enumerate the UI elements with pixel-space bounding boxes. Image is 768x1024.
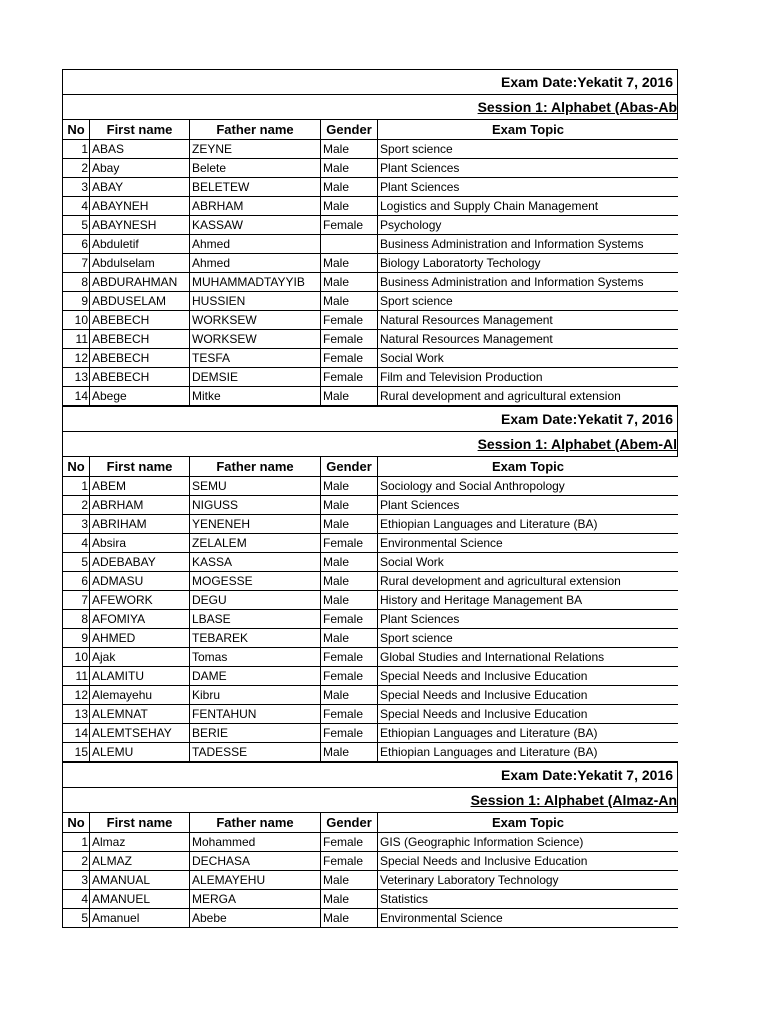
col-header-father-name: Father name [190,457,321,477]
cell-gender: Male [321,890,378,909]
cell-exam-topic: Plant Sciences [378,159,679,178]
table-row [63,686,679,705]
exam-date: Exam Date:Yekatit 7, 2016 [501,411,673,427]
cell-gender: Male [321,273,378,292]
cell-father-name: Belete [190,159,321,178]
table-row [63,311,679,330]
cell-exam-topic: Sport science [378,140,679,159]
table-row [63,591,679,610]
cell-no: 3 [63,515,90,534]
table-row [63,197,679,216]
cell-first-name: Amanuel [90,909,190,928]
cell-gender: Female [321,724,378,743]
session-row [62,94,678,119]
cell-father-name: NIGUSS [190,496,321,515]
table-row [63,159,679,178]
col-header-gender: Gender [321,813,378,833]
session-title: Session 1: Alphabet (Almaz-An [470,792,677,808]
cell-exam-topic: Ethiopian Languages and Literature (BA) [378,743,679,762]
cell-father-name: WORKSEW [190,311,321,330]
cell-no: 11 [63,667,90,686]
cell-gender: Male [321,686,378,705]
cell-father-name: MOGESSE [190,572,321,591]
table-row [63,724,679,743]
cell-first-name: ABEM [90,477,190,496]
cell-gender: Female [321,349,378,368]
table-row [63,140,679,159]
col-header-first-name: First name [90,457,190,477]
cell-first-name: Abay [90,159,190,178]
cell-exam-topic: Ethiopian Languages and Literature (BA) [378,515,679,534]
cell-exam-topic: Rural development and agricultural extension [378,572,679,591]
cell-no: 6 [63,235,90,254]
cell-no: 10 [63,648,90,667]
table-row [63,292,679,311]
cell-father-name: SEMU [190,477,321,496]
cell-first-name: ABEBECH [90,330,190,349]
cell-exam-topic: Natural Resources Management [378,330,679,349]
cell-exam-topic: Logistics and Supply Chain Management [378,197,679,216]
cell-gender: Female [321,833,378,852]
table-row [63,330,679,349]
cell-first-name: AHMED [90,629,190,648]
cell-gender: Male [321,197,378,216]
table-row [63,178,679,197]
cell-exam-topic: Psychology [378,216,679,235]
exam-date-row [62,69,678,94]
cell-father-name: ZEYNE [190,140,321,159]
cell-no: 6 [63,572,90,591]
cell-no: 1 [63,833,90,852]
table-row [63,629,679,648]
table-row [63,648,679,667]
cell-gender: Male [321,178,378,197]
cell-exam-topic: Statistics [378,890,679,909]
cell-first-name: Alemayehu [90,686,190,705]
col-header-no: No [63,457,90,477]
cell-exam-topic: Sport science [378,292,679,311]
cell-no: 14 [63,387,90,406]
cell-father-name: TEBAREK [190,629,321,648]
cell-exam-topic: Environmental Science [378,534,679,553]
cell-no: 8 [63,610,90,629]
exam-date-row [62,406,678,431]
cell-gender: Female [321,852,378,871]
cell-exam-topic: Special Needs and Inclusive Education [378,667,679,686]
cell-father-name: Tomas [190,648,321,667]
cell-father-name: BERIE [190,724,321,743]
cell-no: 4 [63,890,90,909]
cell-no: 5 [63,216,90,235]
table-row [63,254,679,273]
cell-father-name: ALEMAYEHU [190,871,321,890]
session-row [62,431,678,456]
cell-father-name: WORKSEW [190,330,321,349]
table-row [63,368,679,387]
table-row [63,515,679,534]
student-table [62,456,678,762]
cell-first-name: AMANUAL [90,871,190,890]
cell-father-name: HUSSIEN [190,292,321,311]
table-row [63,852,679,871]
cell-gender: Female [321,648,378,667]
cell-exam-topic: Film and Television Production [378,368,679,387]
table-row [63,387,679,406]
cell-gender: Male [321,140,378,159]
cell-no: 5 [63,909,90,928]
cell-exam-topic: Natural Resources Management [378,311,679,330]
cell-no: 7 [63,591,90,610]
cell-first-name: ABDURAHMAN [90,273,190,292]
cell-no: 8 [63,273,90,292]
cell-gender: Female [321,330,378,349]
cell-first-name: ABAY [90,178,190,197]
col-header-first-name: First name [90,813,190,833]
student-table [62,812,678,928]
cell-first-name: Almaz [90,833,190,852]
schedule-section [62,69,678,406]
session-row [62,787,678,812]
cell-first-name: ABRHAM [90,496,190,515]
cell-father-name: KASSA [190,553,321,572]
cell-father-name: MUHAMMADTAYYIB [190,273,321,292]
cell-first-name: AFOMIYA [90,610,190,629]
table-row [63,572,679,591]
table-row [63,833,679,852]
cell-no: 2 [63,852,90,871]
cell-no: 7 [63,254,90,273]
cell-first-name: Ajak [90,648,190,667]
cell-exam-topic: Global Studies and International Relations [378,648,679,667]
cell-gender: Female [321,216,378,235]
cell-exam-topic: Social Work [378,553,679,572]
cell-gender: Female [321,610,378,629]
cell-first-name: ABAYNESH [90,216,190,235]
cell-first-name: Abdulselam [90,254,190,273]
table-row [63,909,679,928]
cell-gender: Male [321,909,378,928]
cell-no: 3 [63,871,90,890]
cell-first-name: ABEBECH [90,368,190,387]
cell-gender: Female [321,705,378,724]
cell-no: 11 [63,330,90,349]
col-header-exam-topic: Exam Topic [378,813,679,833]
cell-no: 3 [63,178,90,197]
student-table [62,119,678,406]
col-header-exam-topic: Exam Topic [378,120,679,140]
table-header-row [63,813,679,833]
table-row [63,496,679,515]
cell-first-name: Abege [90,387,190,406]
cell-exam-topic: Plant Sciences [378,496,679,515]
cell-first-name: ALMAZ [90,852,190,871]
exam-date: Exam Date:Yekatit 7, 2016 [501,74,673,90]
cell-father-name: DECHASA [190,852,321,871]
cell-gender: Male [321,629,378,648]
cell-no: 15 [63,743,90,762]
table-row [63,553,679,572]
table-header-row [63,457,679,477]
session-title: Session 1: Alphabet (Abem-Al [477,436,677,452]
cell-father-name: DAME [190,667,321,686]
cell-father-name: Abebe [190,909,321,928]
exam-date-row [62,762,678,787]
col-header-first-name: First name [90,120,190,140]
cell-first-name: ABEBECH [90,349,190,368]
cell-no: 13 [63,368,90,387]
cell-gender [321,235,378,254]
cell-father-name: DEMSIE [190,368,321,387]
col-header-exam-topic: Exam Topic [378,457,679,477]
cell-gender: Female [321,534,378,553]
cell-exam-topic: Veterinary Laboratory Technology [378,871,679,890]
cell-first-name: ADEBABAY [90,553,190,572]
cell-exam-topic: Rural development and agricultural extension [378,387,679,406]
cell-no: 5 [63,553,90,572]
cell-exam-topic: Sociology and Social Anthropology [378,477,679,496]
cell-gender: Male [321,254,378,273]
schedule-section [62,406,678,762]
cell-no: 4 [63,534,90,553]
cell-first-name: ALAMITU [90,667,190,686]
cell-exam-topic: Special Needs and Inclusive Education [378,686,679,705]
cell-gender: Male [321,553,378,572]
cell-no: 1 [63,140,90,159]
cell-gender: Male [321,496,378,515]
cell-first-name: AFEWORK [90,591,190,610]
cell-exam-topic: Biology Laboratorty Techology [378,254,679,273]
cell-exam-topic: Environmental Science [378,909,679,928]
table-row [63,890,679,909]
cell-no: 12 [63,349,90,368]
cell-no: 10 [63,311,90,330]
col-header-no: No [63,813,90,833]
cell-gender: Female [321,311,378,330]
cell-gender: Male [321,477,378,496]
cell-first-name: Absira [90,534,190,553]
cell-exam-topic: Special Needs and Inclusive Education [378,852,679,871]
table-row [63,477,679,496]
cell-father-name: BELETEW [190,178,321,197]
cell-first-name: ADMASU [90,572,190,591]
cell-exam-topic: GIS (Geographic Information Science) [378,833,679,852]
cell-father-name: Kibru [190,686,321,705]
exam-schedule-sheet [62,69,678,928]
cell-father-name: Ahmed [190,235,321,254]
cell-exam-topic: Business Administration and Information Systems [378,273,679,292]
cell-first-name: ABRIHAM [90,515,190,534]
table-row [63,705,679,724]
table-row [63,871,679,890]
cell-exam-topic: Ethiopian Languages and Literature (BA) [378,724,679,743]
cell-exam-topic: Sport science [378,629,679,648]
cell-exam-topic: Social Work [378,349,679,368]
table-row [63,349,679,368]
cell-exam-topic: Special Needs and Inclusive Education [378,705,679,724]
cell-first-name: AMANUEL [90,890,190,909]
cell-gender: Male [321,515,378,534]
cell-first-name: ABDUSELAM [90,292,190,311]
cell-father-name: DEGU [190,591,321,610]
cell-first-name: ALEMTSEHAY [90,724,190,743]
cell-father-name: Ahmed [190,254,321,273]
cell-father-name: Mitke [190,387,321,406]
cell-no: 9 [63,292,90,311]
cell-gender: Male [321,159,378,178]
col-header-gender: Gender [321,457,378,477]
cell-no: 2 [63,496,90,515]
cell-first-name: ABAYNEH [90,197,190,216]
schedule-section [62,762,678,928]
cell-gender: Male [321,871,378,890]
cell-father-name: ABRHAM [190,197,321,216]
col-header-no: No [63,120,90,140]
cell-father-name: FENTAHUN [190,705,321,724]
cell-no: 2 [63,159,90,178]
session-title: Session 1: Alphabet (Abas-Ab [477,99,677,115]
cell-no: 4 [63,197,90,216]
cell-gender: Female [321,368,378,387]
cell-exam-topic: Plant Sciences [378,178,679,197]
cell-gender: Male [321,572,378,591]
cell-no: 1 [63,477,90,496]
cell-gender: Male [321,292,378,311]
cell-exam-topic: Plant Sciences [378,610,679,629]
cell-father-name: KASSAW [190,216,321,235]
table-row [63,216,679,235]
cell-father-name: TADESSE [190,743,321,762]
cell-exam-topic: Business Administration and Information Systems [378,235,679,254]
table-row [63,534,679,553]
cell-father-name: TESFA [190,349,321,368]
cell-gender: Male [321,387,378,406]
col-header-father-name: Father name [190,120,321,140]
table-row [63,235,679,254]
cell-no: 9 [63,629,90,648]
cell-first-name: ABAS [90,140,190,159]
cell-first-name: ALEMNAT [90,705,190,724]
table-row [63,667,679,686]
cell-no: 12 [63,686,90,705]
cell-first-name: ALEMU [90,743,190,762]
table-header-row [63,120,679,140]
cell-father-name: ZELALEM [190,534,321,553]
table-row [63,610,679,629]
cell-father-name: Mohammed [190,833,321,852]
cell-gender: Female [321,667,378,686]
col-header-gender: Gender [321,120,378,140]
col-header-father-name: Father name [190,813,321,833]
cell-exam-topic: History and Heritage Management BA [378,591,679,610]
cell-first-name: ABEBECH [90,311,190,330]
cell-gender: Male [321,591,378,610]
cell-gender: Male [321,743,378,762]
cell-no: 13 [63,705,90,724]
cell-first-name: Abduletif [90,235,190,254]
table-row [63,273,679,292]
cell-father-name: YENENEH [190,515,321,534]
cell-no: 14 [63,724,90,743]
cell-father-name: MERGA [190,890,321,909]
cell-father-name: LBASE [190,610,321,629]
exam-date: Exam Date:Yekatit 7, 2016 [501,767,673,783]
table-row [63,743,679,762]
